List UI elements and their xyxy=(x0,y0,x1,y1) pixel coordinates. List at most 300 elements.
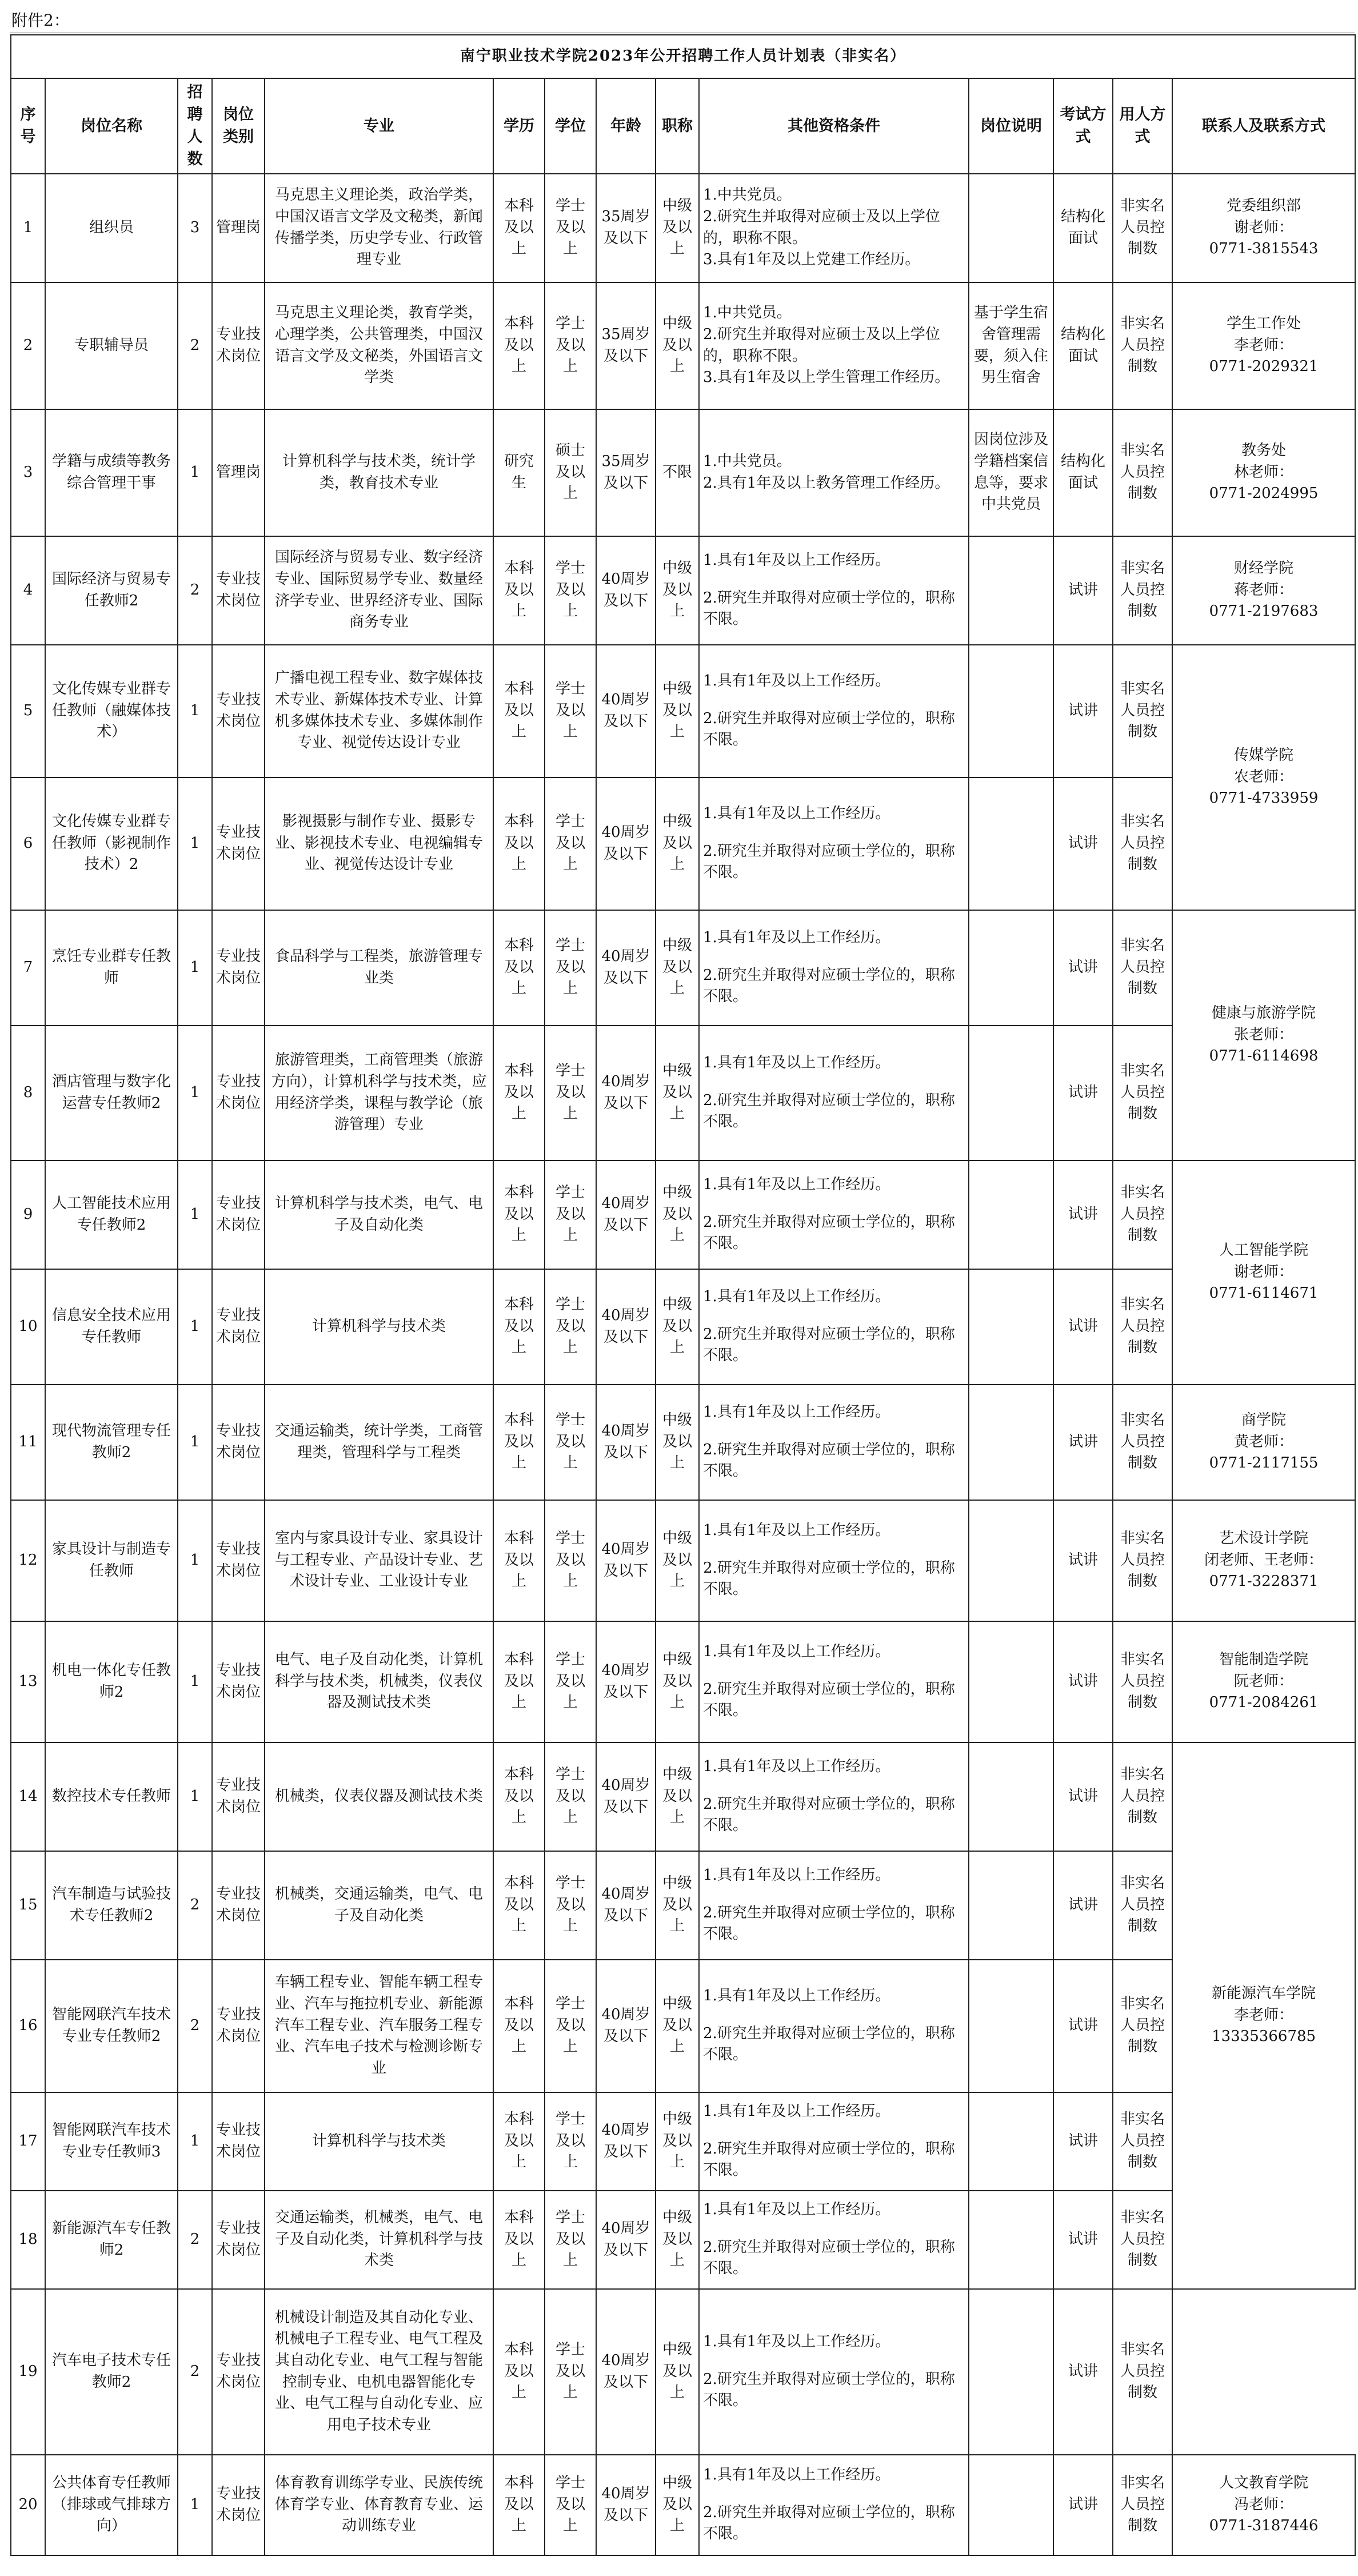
cell-title: 中级及以上 xyxy=(656,174,699,282)
cell-category: 专业技术岗位 xyxy=(212,777,265,910)
cell-title: 中级及以上 xyxy=(656,1161,699,1269)
cell-contact xyxy=(1172,1742,1355,2289)
header-col-age: 年龄 xyxy=(596,78,656,174)
requirement-line: 2.研究生并取得对应硕士学位的，职称不限。 xyxy=(703,842,955,882)
cell-exam-method: 试讲 xyxy=(1053,1026,1113,1161)
cell-degree: 学士及以上 xyxy=(545,777,596,910)
cell-count: 1 xyxy=(178,910,212,1026)
contact-line: 新能源汽车学院 xyxy=(1212,1985,1316,2003)
requirement-line: 1.具有1年及以上工作经历。 xyxy=(703,1867,890,1884)
cell-title: 中级及以上 xyxy=(656,2289,699,2455)
cell-degree: 学士及以上 xyxy=(545,1500,596,1621)
requirement-line: 1.具有1年及以上工作经历。 xyxy=(703,929,890,947)
cell-age: 35周岁及以下 xyxy=(596,174,656,282)
header-col-contact: 联系人及联系方式 xyxy=(1172,78,1355,174)
header-col-serial: 序号 xyxy=(11,78,45,174)
cell-degree: 学士及以上 xyxy=(545,2191,596,2289)
cell-position-note: 因岗位涉及学籍档案信息等，要求中共党员 xyxy=(969,409,1053,536)
cell-count: 2 xyxy=(178,2289,212,2455)
cell-education: 本科及以上 xyxy=(493,1500,545,1621)
cell-position-name: 数控技术专任教师 xyxy=(45,1742,178,1851)
cell-major: 计算机科学与技术类 xyxy=(265,2092,493,2191)
cell-count: 1 xyxy=(178,1026,212,1161)
cell-position-name: 学籍与成绩等教务综合管理干事 xyxy=(45,409,178,536)
requirement-line: 3.具有1年及以上党建工作经历。 xyxy=(703,251,920,269)
cell-exam-method: 结构化面试 xyxy=(1053,282,1113,409)
contact-line: 谢老师： xyxy=(1234,1263,1294,1281)
cell-position-name: 现代物流管理专任教师2 xyxy=(45,1385,178,1500)
cell-position-name: 机电一体化专任教师2 xyxy=(45,1621,178,1742)
contact-line: 0771-2117155 xyxy=(1209,1454,1319,1472)
cell-serial: 1 xyxy=(11,174,45,282)
contact-line: 学生工作处 xyxy=(1227,315,1301,333)
cell-serial: 6 xyxy=(11,777,45,910)
cell-contact xyxy=(1172,1161,1355,1385)
table-row xyxy=(11,1742,1355,1851)
requirement-line: 1.具有1年及以上工作经历。 xyxy=(703,2333,890,2351)
cell-other-requirements xyxy=(699,174,969,282)
table-row xyxy=(11,1385,1355,1500)
table-row xyxy=(11,174,1355,282)
cell-hiring-method: 非实名人员控制数 xyxy=(1113,1026,1172,1161)
cell-category: 管理岗 xyxy=(212,174,265,282)
cell-contact xyxy=(1172,2455,1355,2555)
cell-major: 马克思主义理论类，教育学类，心理学类，公共管理类，中国汉语言文学及文秘类，外国语言文学类 xyxy=(265,282,493,409)
cell-title: 中级及以上 xyxy=(656,2455,699,2555)
cell-title: 不限 xyxy=(656,409,699,536)
cell-hiring-method: 非实名人员控制数 xyxy=(1113,1851,1172,1960)
cell-position-name: 新能源汽车专任教师2 xyxy=(45,2191,178,2289)
cell-title: 中级及以上 xyxy=(656,2191,699,2289)
cell-position-name: 烹饪专业群专任教师 xyxy=(45,910,178,1026)
requirement-line: 2.研究生并取得对应硕士学位的，职称不限。 xyxy=(703,1680,955,1720)
table-row xyxy=(11,409,1355,536)
cell-count: 1 xyxy=(178,1500,212,1621)
cell-hiring-method: 非实名人员控制数 xyxy=(1113,1269,1172,1385)
cell-title: 中级及以上 xyxy=(656,1385,699,1500)
cell-position-note xyxy=(969,1161,1053,1269)
cell-category: 专业技术岗位 xyxy=(212,1026,265,1161)
requirement-line: 2.具有1年及以上教务管理工作经历。 xyxy=(703,474,950,492)
cell-position-name: 信息安全技术应用专任教师 xyxy=(45,1269,178,1385)
cell-exam-method: 试讲 xyxy=(1053,1500,1113,1621)
cell-hiring-method: 非实名人员控制数 xyxy=(1113,409,1172,536)
cell-hiring-method: 非实名人员控制数 xyxy=(1113,1960,1172,2092)
cell-title: 中级及以上 xyxy=(656,536,699,645)
cell-count: 1 xyxy=(178,409,212,536)
cell-exam-method: 试讲 xyxy=(1053,1161,1113,1269)
cell-serial: 7 xyxy=(11,910,45,1026)
cell-position-note xyxy=(969,1269,1053,1385)
cell-exam-method: 结构化面试 xyxy=(1053,174,1113,282)
contact-line: 0771-2197683 xyxy=(1209,603,1319,620)
cell-title: 中级及以上 xyxy=(656,777,699,910)
cell-age: 40周岁及以下 xyxy=(596,1026,656,1161)
cell-contact xyxy=(1172,1500,1355,1621)
cell-education: 本科及以上 xyxy=(493,1269,545,1385)
contact-line: 人工智能学院 xyxy=(1219,1242,1309,1259)
cell-title: 中级及以上 xyxy=(656,282,699,409)
cell-exam-method: 试讲 xyxy=(1053,645,1113,777)
header-col-title: 职称 xyxy=(656,78,699,174)
cell-count: 1 xyxy=(178,1269,212,1385)
contact-line: 0771-2024995 xyxy=(1209,485,1319,503)
requirement-line: 2.研究生并取得对应硕士及以上学位的，职称不限。 xyxy=(703,325,940,365)
table-row xyxy=(11,2455,1355,2555)
requirement-line: 2.研究生并取得对应硕士学位的，职称不限。 xyxy=(703,966,955,1006)
cell-serial: 16 xyxy=(11,1960,45,2092)
cell-degree: 学士及以上 xyxy=(545,282,596,409)
cell-age: 40周岁及以下 xyxy=(596,1742,656,1851)
cell-other-requirements xyxy=(699,282,969,409)
requirement-line: 2.研究生并取得对应硕士及以上学位的，职称不限。 xyxy=(703,208,940,247)
cell-education: 研究生 xyxy=(493,409,545,536)
cell-major: 机械设计制造及其自动化专业、机械电子工程专业、电气工程及其自动化专业、电气工程与智能控制专业、电机电器智能化专业、电气工程与自动化专业、应用电子技术专业 xyxy=(265,2289,493,2455)
cell-major: 计算机科学与技术类，电气、电子及自动化类 xyxy=(265,1161,493,1269)
cell-exam-method: 试讲 xyxy=(1053,1742,1113,1851)
cell-title: 中级及以上 xyxy=(656,645,699,777)
cell-contact xyxy=(1172,282,1355,409)
cell-education: 本科及以上 xyxy=(493,2455,545,2555)
requirement-line: 2.研究生并取得对应硕士学位的，职称不限。 xyxy=(703,1795,955,1835)
cell-category: 专业技术岗位 xyxy=(212,2455,265,2555)
cell-age: 40周岁及以下 xyxy=(596,2455,656,2555)
cell-hiring-method: 非实名人员控制数 xyxy=(1113,2289,1172,2455)
cell-major: 国际经济与贸易专业、数字经济专业、国际贸易学专业、数量经济学专业、世界经济专业、国际商务专业 xyxy=(265,536,493,645)
cell-age: 35周岁及以下 xyxy=(596,282,656,409)
cell-count: 2 xyxy=(178,1960,212,2092)
cell-position-note xyxy=(969,1960,1053,2092)
cell-position-name: 国际经济与贸易专任教师2 xyxy=(45,536,178,645)
cell-category: 专业技术岗位 xyxy=(212,1621,265,1742)
cell-exam-method: 试讲 xyxy=(1053,1269,1113,1385)
cell-degree: 硕士及以上 xyxy=(545,409,596,536)
requirement-line: 1.具有1年及以上工作经历。 xyxy=(703,1288,890,1306)
table-body xyxy=(11,174,1355,2555)
cell-major: 交通运输类，机械类，电气、电子及自动化类，计算机科学与技术类 xyxy=(265,2191,493,2289)
table-row xyxy=(11,2092,1355,2191)
cell-contact xyxy=(1172,1385,1355,1500)
cell-other-requirements xyxy=(699,2092,969,2191)
cell-serial: 10 xyxy=(11,1269,45,1385)
cell-category: 专业技术岗位 xyxy=(212,1269,265,1385)
cell-other-requirements xyxy=(699,2289,969,2455)
cell-hiring-method: 非实名人员控制数 xyxy=(1113,536,1172,645)
table-row xyxy=(11,536,1355,645)
cell-count: 2 xyxy=(178,2191,212,2289)
cell-serial: 3 xyxy=(11,409,45,536)
contact-line: 传媒学院 xyxy=(1234,747,1294,764)
contact-line: 0771-6114698 xyxy=(1209,1047,1319,1065)
cell-exam-method: 试讲 xyxy=(1053,1385,1113,1500)
cell-degree: 学士及以上 xyxy=(545,1269,596,1385)
cell-serial: 13 xyxy=(11,1621,45,1742)
requirement-line: 1.中共党员。 xyxy=(703,186,792,204)
table-row xyxy=(11,910,1355,1026)
cell-other-requirements xyxy=(699,2455,969,2555)
header-col-education: 学历 xyxy=(493,78,545,174)
cell-category: 专业技术岗位 xyxy=(212,282,265,409)
requirement-line: 2.研究生并取得对应硕士学位的，职称不限。 xyxy=(703,709,955,749)
contact-line: 李老师： xyxy=(1234,336,1294,354)
cell-category: 专业技术岗位 xyxy=(212,2092,265,2191)
cell-age: 40周岁及以下 xyxy=(596,1500,656,1621)
contact-line: 张老师： xyxy=(1234,1026,1294,1043)
cell-serial: 19 xyxy=(11,2289,45,2455)
contact-line: 党委组织部 xyxy=(1227,197,1301,215)
cell-other-requirements xyxy=(699,1385,969,1500)
header-col-position-name: 岗位名称 xyxy=(45,78,178,174)
contact-line: 0771-3187446 xyxy=(1209,2517,1319,2535)
cell-other-requirements xyxy=(699,1026,969,1161)
cell-position-note xyxy=(969,536,1053,645)
cell-degree: 学士及以上 xyxy=(545,1851,596,1960)
cell-age: 40周岁及以下 xyxy=(596,1269,656,1385)
cell-major: 马克思主义理论类，政治学类，中国汉语言文学及文秘类，新闻传播学类，历史学专业、行政管理专业 xyxy=(265,174,493,282)
cell-education: 本科及以上 xyxy=(493,1960,545,2092)
cell-category: 专业技术岗位 xyxy=(212,645,265,777)
cell-hiring-method: 非实名人员控制数 xyxy=(1113,1742,1172,1851)
requirement-line: 1.具有1年及以上工作经历。 xyxy=(703,1403,890,1421)
cell-degree: 学士及以上 xyxy=(545,2289,596,2455)
cell-contact xyxy=(1172,536,1355,645)
cell-count: 1 xyxy=(178,2092,212,2191)
contact-line: 商学院 xyxy=(1241,1411,1287,1429)
cell-count: 1 xyxy=(178,777,212,910)
cell-major: 电气、电子及自动化类，计算机科学与技术类，机械类，仪表仪器及测试技术类 xyxy=(265,1621,493,1742)
cell-title: 中级及以上 xyxy=(656,1026,699,1161)
contact-line: 0771-4733959 xyxy=(1209,789,1319,807)
requirement-line: 1.具有1年及以上工作经历。 xyxy=(703,805,890,823)
table-row xyxy=(11,1500,1355,1621)
requirement-line: 1.具有1年及以上工作经历。 xyxy=(703,672,890,690)
contact-line: 艺术设计学院 xyxy=(1219,1530,1309,1548)
cell-other-requirements xyxy=(699,409,969,536)
contact-line: 蒋老师： xyxy=(1234,581,1294,599)
cell-serial: 18 xyxy=(11,2191,45,2289)
cell-position-note xyxy=(969,2191,1053,2289)
requirement-line: 1.具有1年及以上工作经历。 xyxy=(703,552,890,569)
requirement-line: 1.具有1年及以上工作经历。 xyxy=(703,1522,890,1540)
cell-exam-method: 试讲 xyxy=(1053,777,1113,910)
cell-education: 本科及以上 xyxy=(493,2191,545,2289)
cell-count: 1 xyxy=(178,645,212,777)
cell-position-name: 汽车制造与试验技术专任教师2 xyxy=(45,1851,178,1960)
cell-age: 40周岁及以下 xyxy=(596,1621,656,1742)
cell-age: 40周岁及以下 xyxy=(596,777,656,910)
cell-hiring-method: 非实名人员控制数 xyxy=(1113,174,1172,282)
spreadsheet-top-gridline xyxy=(10,3,1355,33)
cell-age: 40周岁及以下 xyxy=(596,536,656,645)
cell-serial: 20 xyxy=(11,2455,45,2555)
cell-degree: 学士及以上 xyxy=(545,2455,596,2555)
contact-line: 0771-2029321 xyxy=(1209,358,1319,376)
contact-line: 智能制造学院 xyxy=(1219,1651,1309,1669)
requirement-line: 1.具有1年及以上工作经历。 xyxy=(703,2466,890,2484)
contact-line: 黄老师： xyxy=(1234,1433,1294,1450)
cell-exam-method: 试讲 xyxy=(1053,2289,1113,2455)
cell-hiring-method: 非实名人员控制数 xyxy=(1113,1500,1172,1621)
cell-category: 专业技术岗位 xyxy=(212,1385,265,1500)
cell-age: 40周岁及以下 xyxy=(596,1960,656,2092)
cell-count: 2 xyxy=(178,1851,212,1960)
cell-position-name: 组织员 xyxy=(45,174,178,282)
requirement-line: 2.研究生并取得对应硕士学位的，职称不限。 xyxy=(703,2140,955,2179)
requirement-line: 2.研究生并取得对应硕士学位的，职称不限。 xyxy=(703,2238,955,2278)
requirement-line: 2.研究生并取得对应硕士学位的，职称不限。 xyxy=(703,1213,955,1253)
table-row xyxy=(11,1026,1355,1161)
requirement-line: 2.研究生并取得对应硕士学位的，职称不限。 xyxy=(703,1325,955,1365)
cell-exam-method: 试讲 xyxy=(1053,1851,1113,1960)
cell-degree: 学士及以上 xyxy=(545,1385,596,1500)
cell-position-note xyxy=(969,174,1053,282)
table-row xyxy=(11,777,1355,910)
cell-major: 机械类，交通运输类，电气、电子及自动化类 xyxy=(265,1851,493,1960)
requirement-line: 1.具有1年及以上工作经历。 xyxy=(703,1643,890,1661)
requirement-line: 1.具有1年及以上工作经历。 xyxy=(703,1987,890,2005)
cell-major: 机械类，仪表仪器及测试技术类 xyxy=(265,1742,493,1851)
cell-major: 计算机科学与技术类，统计学类，教育技术专业 xyxy=(265,409,493,536)
table-row xyxy=(11,282,1355,409)
cell-education: 本科及以上 xyxy=(493,645,545,777)
cell-major: 室内与家具设计专业、家具设计与工程专业、产品设计专业、艺术设计专业、工业设计专业 xyxy=(265,1500,493,1621)
cell-position-name: 家具设计与制造专任教师 xyxy=(45,1500,178,1621)
cell-hiring-method: 非实名人员控制数 xyxy=(1113,2455,1172,2555)
cell-position-note xyxy=(969,2092,1053,2191)
cell-hiring-method: 非实名人员控制数 xyxy=(1113,2092,1172,2191)
contact-line: 0771-3815543 xyxy=(1209,240,1319,258)
cell-education: 本科及以上 xyxy=(493,1742,545,1851)
cell-position-note xyxy=(969,910,1053,1026)
requirement-line: 2.研究生并取得对应硕士学位的，职称不限。 xyxy=(703,2370,955,2410)
cell-degree: 学士及以上 xyxy=(545,1026,596,1161)
cell-contact xyxy=(1172,409,1355,536)
cell-age: 35周岁及以下 xyxy=(596,409,656,536)
cell-count: 1 xyxy=(178,1385,212,1500)
cell-position-note xyxy=(969,1500,1053,1621)
cell-hiring-method: 非实名人员控制数 xyxy=(1113,2191,1172,2289)
cell-age: 40周岁及以下 xyxy=(596,1385,656,1500)
cell-position-note xyxy=(969,777,1053,910)
cell-exam-method: 结构化面试 xyxy=(1053,409,1113,536)
cell-position-name: 智能网联汽车技术专业专任教师3 xyxy=(45,2092,178,2191)
cell-position-name: 文化传媒专业群专任教师（融媒体技术） xyxy=(45,645,178,777)
table-row xyxy=(11,1621,1355,1742)
cell-category: 专业技术岗位 xyxy=(212,2289,265,2455)
cell-serial: 9 xyxy=(11,1161,45,1269)
cell-position-note xyxy=(969,1385,1053,1500)
cell-education: 本科及以上 xyxy=(493,910,545,1026)
cell-education: 本科及以上 xyxy=(493,2092,545,2191)
cell-category: 专业技术岗位 xyxy=(212,910,265,1026)
cell-other-requirements xyxy=(699,1742,969,1851)
cell-degree: 学士及以上 xyxy=(545,536,596,645)
contact-line: 13335366785 xyxy=(1212,2028,1316,2045)
cell-serial: 11 xyxy=(11,1385,45,1500)
requirement-line: 1.具有1年及以上工作经历。 xyxy=(703,2103,890,2120)
contact-line: 谢老师： xyxy=(1234,218,1294,236)
cell-other-requirements xyxy=(699,1851,969,1960)
cell-exam-method: 试讲 xyxy=(1053,2191,1113,2289)
requirement-line: 1.中共党员。 xyxy=(703,304,792,322)
cell-major: 体育教育训练学专业、民族传统体育学专业、体育教育专业、运动训练专业 xyxy=(265,2455,493,2555)
cell-other-requirements xyxy=(699,777,969,910)
cell-other-requirements xyxy=(699,645,969,777)
header-col-count: 招聘人数 xyxy=(178,78,212,174)
cell-count: 3 xyxy=(178,174,212,282)
cell-exam-method: 试讲 xyxy=(1053,536,1113,645)
cell-position-note xyxy=(969,2289,1053,2455)
table-row xyxy=(11,1960,1355,2092)
cell-age: 40周岁及以下 xyxy=(596,2289,656,2455)
cell-category: 专业技术岗位 xyxy=(212,1851,265,1960)
cell-category: 管理岗 xyxy=(212,409,265,536)
table-title: 南宁职业技术学院2023年公开招聘工作人员计划表（非实名） xyxy=(11,35,1355,78)
contact-line: 0771-6114671 xyxy=(1209,1285,1319,1302)
cell-education: 本科及以上 xyxy=(493,2289,545,2455)
header-col-major: 专业 xyxy=(265,78,493,174)
cell-age: 40周岁及以下 xyxy=(596,2092,656,2191)
cell-serial: 12 xyxy=(11,1500,45,1621)
cell-position-name: 酒店管理与数字化运营专任教师2 xyxy=(45,1026,178,1161)
cell-degree: 学士及以上 xyxy=(545,2092,596,2191)
cell-other-requirements xyxy=(699,1621,969,1742)
cell-exam-method: 试讲 xyxy=(1053,1621,1113,1742)
cell-other-requirements xyxy=(699,910,969,1026)
cell-education: 本科及以上 xyxy=(493,1026,545,1161)
table-row xyxy=(11,2191,1355,2289)
cell-hiring-method: 非实名人员控制数 xyxy=(1113,910,1172,1026)
cell-other-requirements xyxy=(699,1161,969,1269)
cell-education: 本科及以上 xyxy=(493,1385,545,1500)
requirement-line: 2.研究生并取得对应硕士学位的，职称不限。 xyxy=(703,589,955,628)
cell-education: 本科及以上 xyxy=(493,1851,545,1960)
requirement-line: 2.研究生并取得对应硕士学位的，职称不限。 xyxy=(703,1441,955,1480)
header-row xyxy=(11,78,1355,174)
cell-age: 40周岁及以下 xyxy=(596,1851,656,1960)
cell-contact xyxy=(1172,910,1355,1161)
cell-serial: 4 xyxy=(11,536,45,645)
cell-hiring-method: 非实名人员控制数 xyxy=(1113,282,1172,409)
contact-line: 阮老师： xyxy=(1234,1672,1294,1690)
cell-serial: 17 xyxy=(11,2092,45,2191)
cell-age: 40周岁及以下 xyxy=(596,2191,656,2289)
contact-line: 农老师： xyxy=(1234,768,1294,785)
cell-title: 中级及以上 xyxy=(656,1960,699,2092)
cell-serial: 8 xyxy=(11,1026,45,1161)
cell-serial: 5 xyxy=(11,645,45,777)
cell-count: 1 xyxy=(178,1621,212,1742)
table-row xyxy=(11,645,1355,777)
requirement-line: 1.中共党员。 xyxy=(703,452,792,470)
cell-category: 专业技术岗位 xyxy=(212,536,265,645)
cell-degree: 学士及以上 xyxy=(545,1621,596,1742)
contact-line: 冯老师： xyxy=(1234,2495,1294,2513)
cell-exam-method: 试讲 xyxy=(1053,2455,1113,2555)
cell-exam-method: 试讲 xyxy=(1053,910,1113,1026)
cell-position-name: 专职辅导员 xyxy=(45,282,178,409)
cell-degree: 学士及以上 xyxy=(545,174,596,282)
cell-major: 交通运输类，统计学类，工商管理类，管理科学与工程类 xyxy=(265,1385,493,1500)
attachment-label: 附件2： xyxy=(11,11,70,30)
requirement-line: 2.研究生并取得对应硕士学位的，职称不限。 xyxy=(703,1904,955,1943)
table-row xyxy=(11,1269,1355,1385)
cell-exam-method: 试讲 xyxy=(1053,1960,1113,2092)
cell-education: 本科及以上 xyxy=(493,282,545,409)
cell-category: 专业技术岗位 xyxy=(212,1161,265,1269)
cell-title: 中级及以上 xyxy=(656,1500,699,1621)
cell-position-note xyxy=(969,1851,1053,1960)
